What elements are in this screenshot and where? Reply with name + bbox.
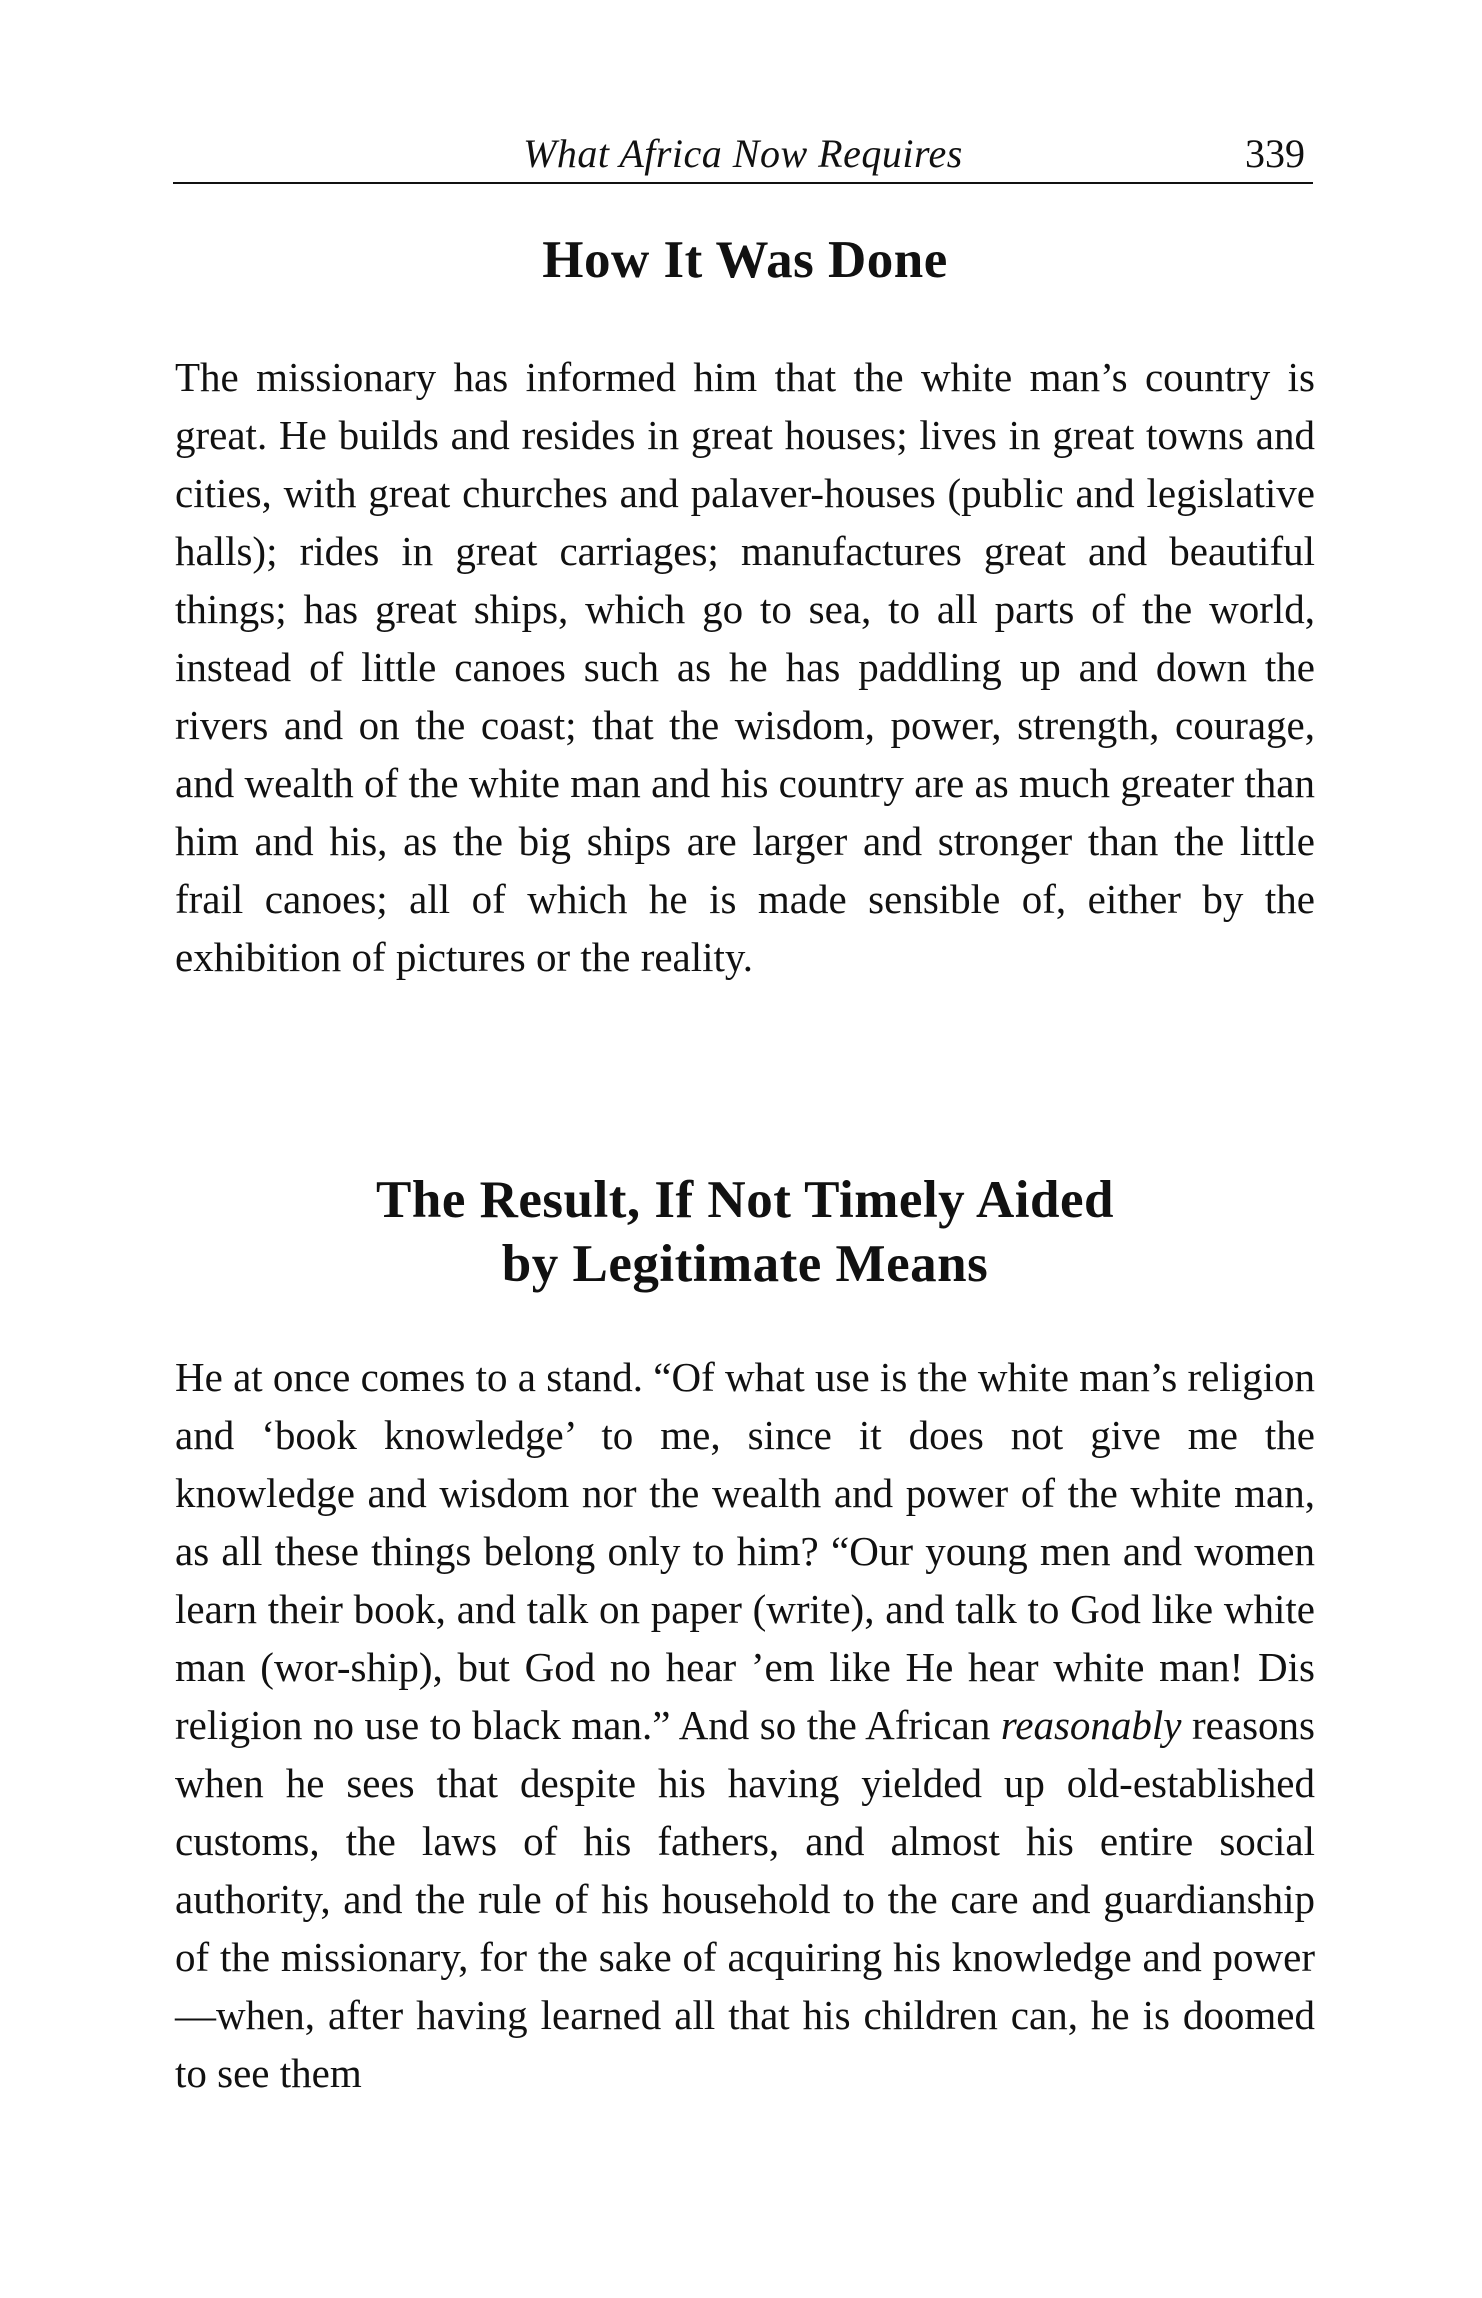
page-header	[173, 118, 1313, 184]
body-paragraph: The missionary has informed him that the white man’s country is great. He builds and resides in great houses; lives in great towns and cities, with great churches and palaver-houses (public and legislative halls); rides in great carriages; manufactures great and beautiful things; has great ships, which go to sea, to all parts of the world, instead of little canoes such as he has paddling up and down the rivers and on the coast; that the wisdom, power, strength, courage, and wealth of the white man and his country are as much greater than him and his, as the big ships are larger and stronger than the little frail canoes; all of which he is made sensible of, either by the exhibition of pictures or the reality.	[175, 354, 1315, 980]
section-how-it-was-done	[175, 228, 1315, 986]
paragraph-text: He at once comes to a stand. “Of what use is the white man’s religion and ‘book knowledge’ to me, since it does not give me the knowledge and wisdom nor the wealth and power of the white man, as all these things belong only to him? “Our young men and women learn their book, and talk on paper (write), and talk to God like white man (wor-ship), but God no hear ’em like He hear white man! Dis religion no use to black man.” And so the African	[175, 1354, 1315, 1748]
body-paragraph	[175, 1348, 1315, 2102]
section-the-result	[175, 1168, 1315, 2102]
paragraph-text: reasons when he sees that despite his having yielded up old-established customs, the laws of his fathers, and almost his entire social authority, and the rule of his household to the care and guardianship of the missionary, for the sake of acquiring his knowledge and power—when, after having learned all that his children can, he is doomed to see them	[175, 1702, 1315, 2096]
page-number: 339	[1245, 131, 1305, 176]
section-heading: How It Was Done	[542, 231, 948, 289]
section-heading-line-1: The Result, If Not Timely Aided	[376, 1171, 1114, 1229]
section-heading	[175, 1168, 1315, 1296]
running-title: What Africa Now Requires	[523, 131, 963, 176]
italic-emphasis: reasonably	[1000, 1702, 1182, 1748]
section-heading-line-2: by Legitimate Means	[501, 1235, 989, 1293]
